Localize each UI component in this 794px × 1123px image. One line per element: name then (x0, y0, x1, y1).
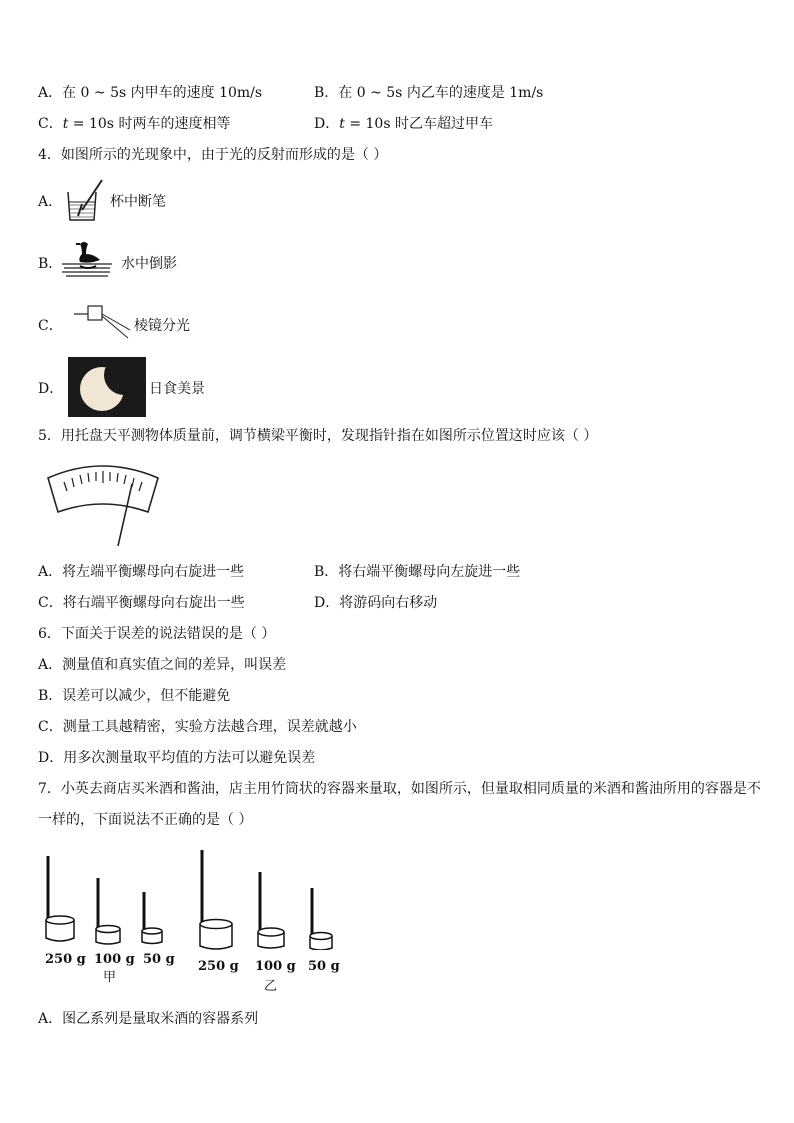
label-yi-250g: 250 g (198, 959, 239, 974)
q5-option-c: C．将右端平衡螺母向右旋出一些 (38, 595, 245, 611)
q6-option-d: D．用多次测量取平均值的方法可以避免误差 (38, 750, 316, 766)
q5-option-a: A．将左端平衡螺母向右旋进一些 (38, 564, 245, 580)
option-text: = 10s 时乙车超过甲车 (344, 116, 493, 132)
option-text: = 10s 时两车的速度相等 (68, 116, 231, 132)
balance-scale-figure (44, 460, 162, 548)
label-jia-100g: 100 g (94, 952, 135, 967)
time-variable: t (62, 116, 69, 132)
label-jia-250g: 250 g (45, 952, 86, 967)
label-yi-100g: 100 g (255, 959, 296, 974)
q6-option-b: B．误差可以减少，但不能避免 (38, 688, 231, 704)
q6-option-c: C．测量工具越精密，实验方法越合理，误差就越小 (38, 719, 357, 735)
label-yi-50g: 50 g (308, 959, 340, 974)
bamboo-containers-figure (40, 846, 340, 950)
q6-option-a: A．测量值和真实值之间的差异，叫误差 (38, 657, 287, 673)
solar-eclipse-figure (68, 357, 146, 417)
prism-figure (72, 300, 132, 342)
group-label-jia: 甲 (103, 970, 117, 985)
q3-option-a: A．在 0 ~ 5s 内甲车的速度 10m/s (38, 85, 263, 101)
q6-stem: 6．下面关于误差的说法错误的是（ ） (38, 626, 276, 642)
option-label: D． (314, 116, 340, 132)
q7-stem-line2: 一样的，下面说法不正确的是（ ） (38, 812, 253, 828)
q5-stem: 5．用托盘天平测物体质量前，调节横梁平衡时，发现指针指在如图所示位置这时应该（ ） (38, 428, 598, 444)
duck-reflection-figure (60, 238, 116, 282)
label-jia-50g: 50 g (143, 952, 175, 967)
q3-option-c (38, 115, 230, 133)
q4-option-b-caption: 水中倒影 (121, 256, 177, 272)
q5-option-d: D．将游码向右移动 (314, 595, 438, 611)
option-label: C． (38, 116, 63, 132)
q4-stem: 4．如图所示的光现象中，由于光的反射而形成的是（ ） (38, 147, 388, 163)
q5-option-b: B．将右端平衡螺母向左旋进一些 (314, 564, 521, 580)
q4-option-b-label: B． (38, 256, 63, 272)
q4-option-c-caption: 棱镜分光 (134, 318, 190, 334)
q7-option-a: A．图乙系列是量取米酒的容器系列 (38, 1011, 259, 1027)
group-label-yi: 乙 (264, 979, 278, 994)
q3-option-b: B．在 0 ~ 5s 内乙车的速度是 1m/s (314, 85, 544, 101)
q7-stem-line1: 7．小英去商店买米酒和酱油，店主用竹筒状的容器来量取，如图所示，但量取相同质量的米酒和酱油所用的容器是不 (38, 781, 761, 797)
q3-option-d (314, 115, 493, 133)
q4-option-d-label: D． (38, 381, 64, 397)
q4-option-a-label: A． (38, 194, 63, 210)
cup-pencil-figure (64, 178, 106, 224)
q4-option-a-caption: 杯中断笔 (110, 194, 166, 210)
q4-option-c-label: C． (38, 318, 63, 334)
time-variable: t (339, 116, 345, 132)
q4-option-d-caption: 日食美景 (149, 381, 205, 397)
